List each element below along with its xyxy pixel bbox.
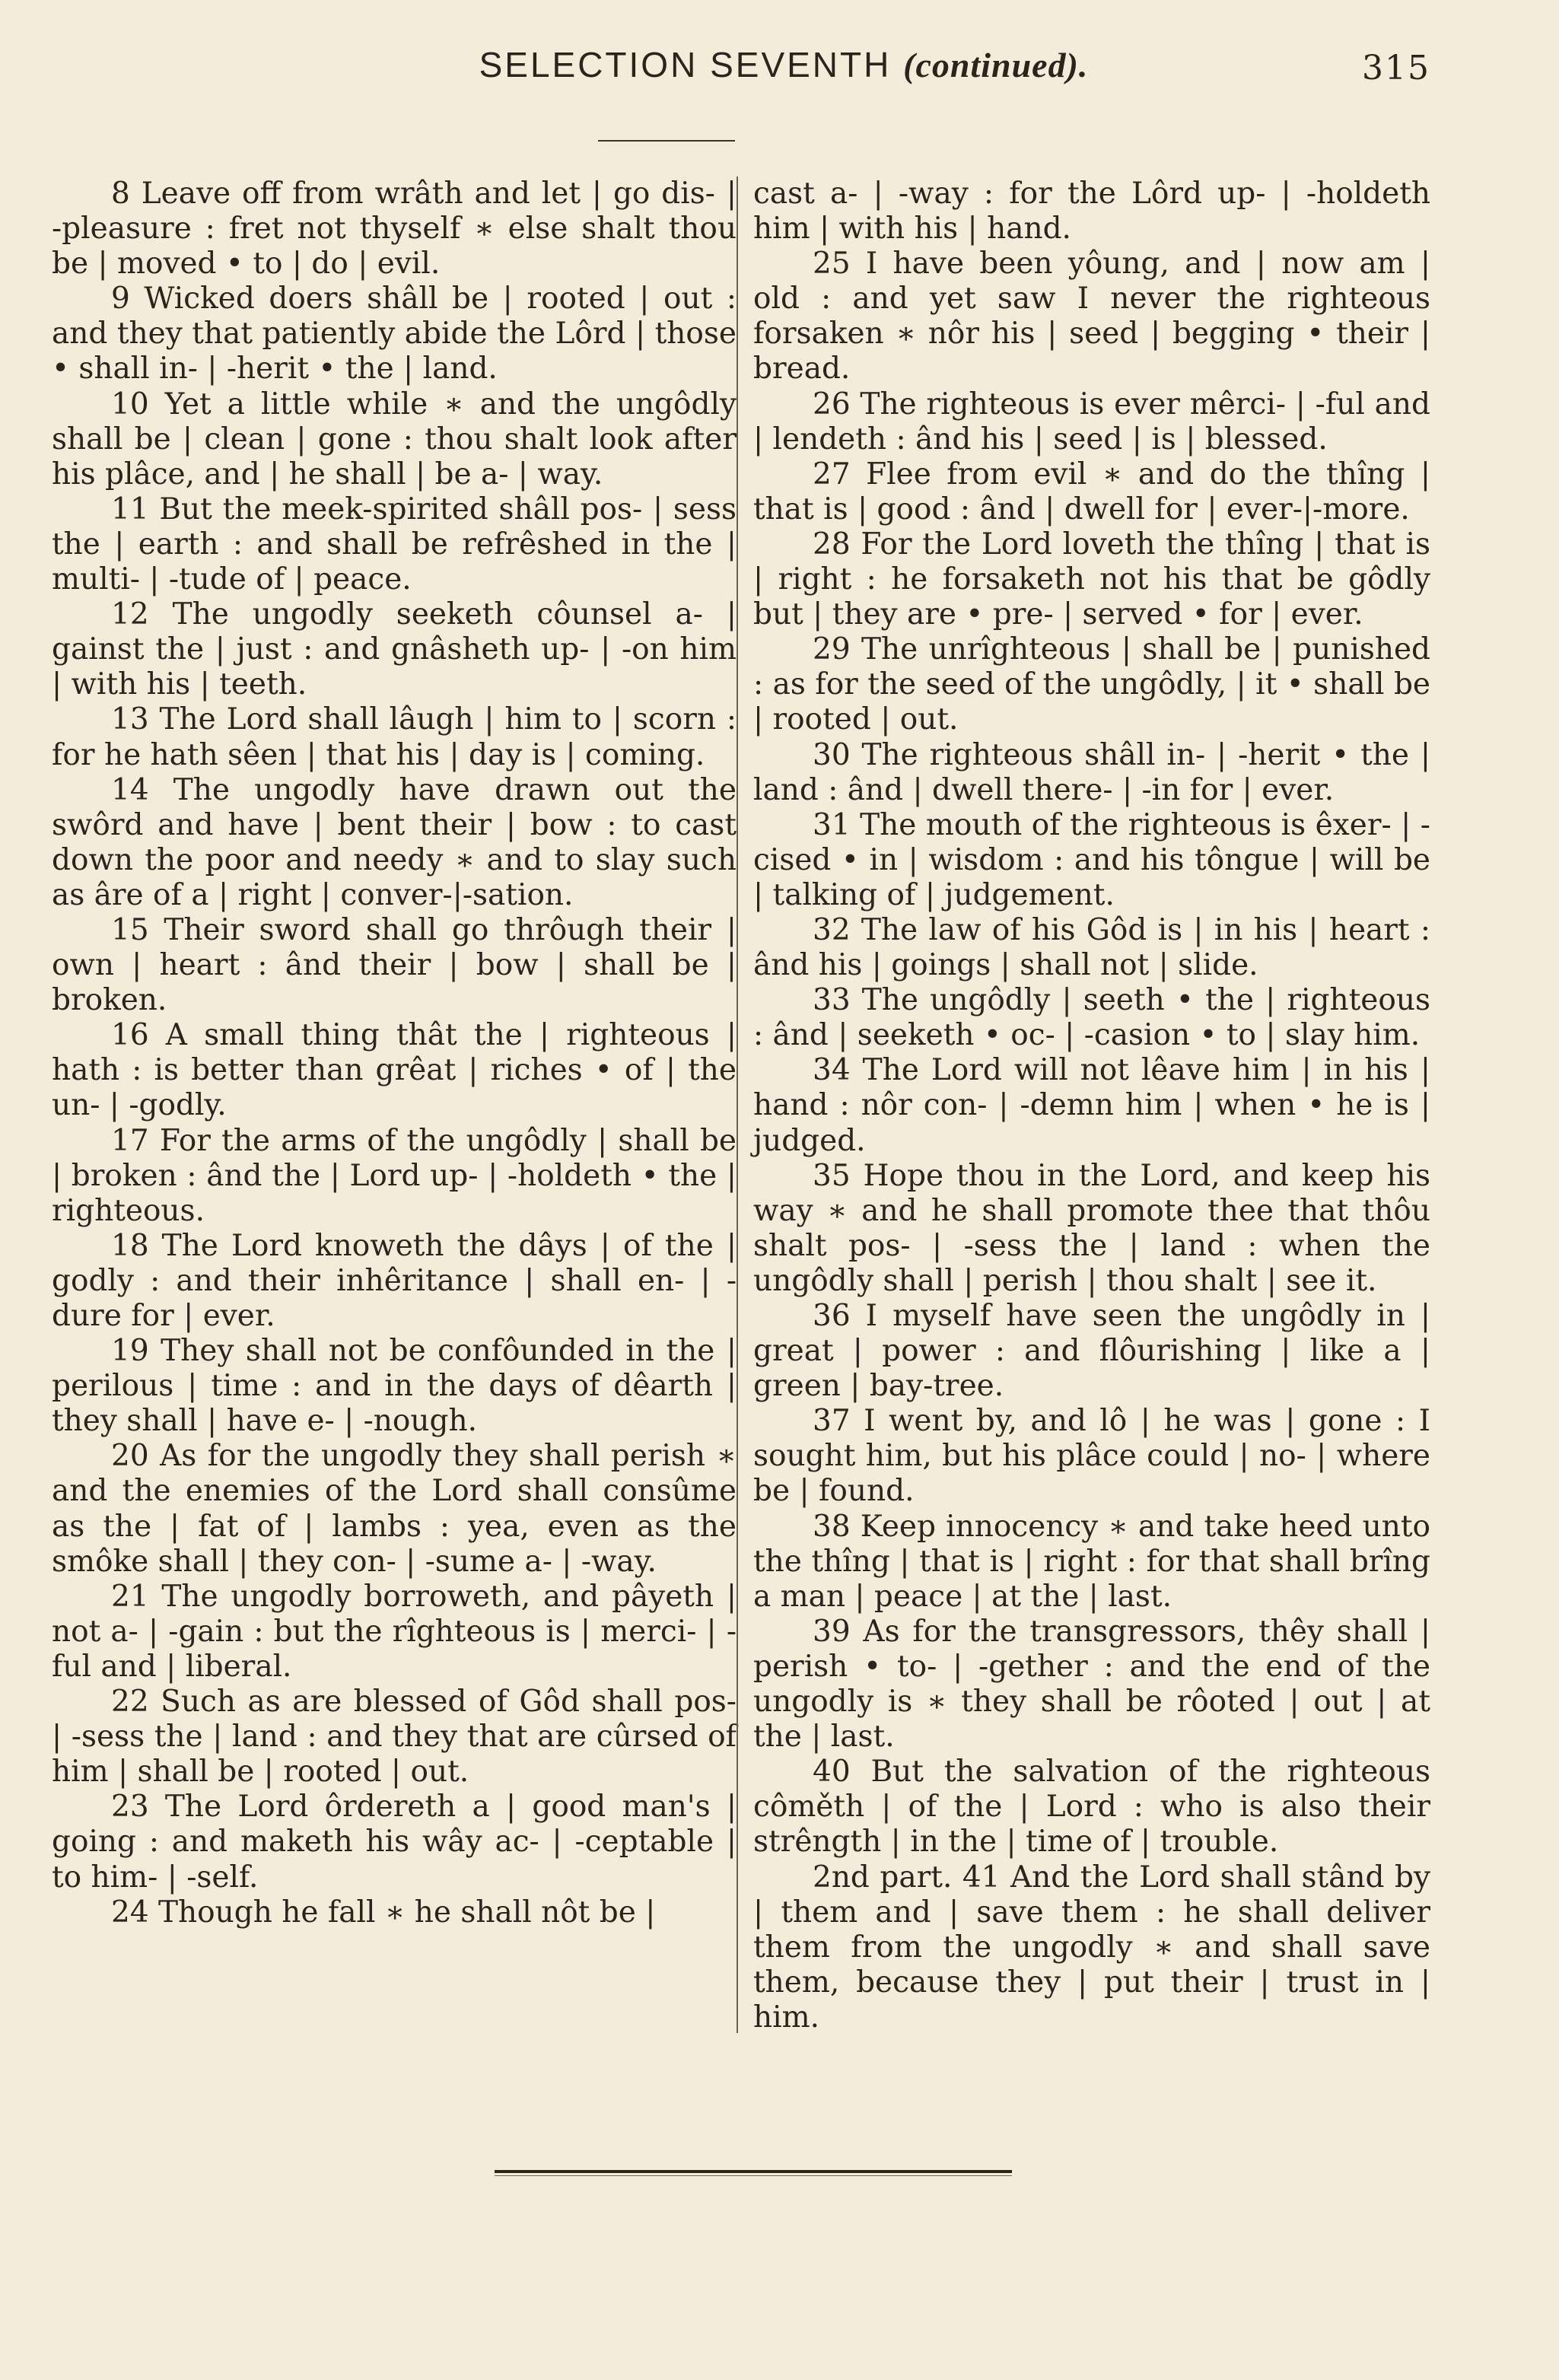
verse: 33 The ungôdly | seeth • the | righteous : ând | seeketh • oc- | -casion • to | slay him. <box>753 983 1430 1053</box>
title-suffix: (continued). <box>903 46 1089 84</box>
verse: 40 But the salvation of the righteous côměth | of the | Lord : who is also their strêngth | in the | time of | trouble. <box>753 1755 1430 1860</box>
running-title <box>365 44 1202 85</box>
verse: 20 As for the ungodly they shall perish ∗ and the enemies of the Lord shall consûme as the | fat of | lambs : yea, even as the smôke shall | they con- | -sume a- | -way. <box>52 1439 737 1579</box>
verse: 25 I have been yôung, and | now am | old : and yet saw I never the righteous forsaken ∗ nôr his | seed | begging • their | bread. <box>753 247 1430 387</box>
verse: 12 The ungodly seeketh côunsel a- | gainst the | just : and gnâsheth up- | -on him | with his | teeth. <box>52 597 737 702</box>
verse: 16 A small thing thât the | righteous | hath : is better than grêat | riches • of | the un- | -godly. <box>52 1018 737 1123</box>
verse: 22 Such as are blessed of Gôd shall pos- | -sess the | land : and they that are cûrsed of him | shall be | rooted | out. <box>52 1685 737 1790</box>
verse: 28 For the Lord loveth the thîng | that is | right : he forsaketh not his that be gôdly but | they are • pre- | served • for | ever. <box>753 527 1430 632</box>
verse-continuation: cast a- | -way : for the Lôrd up- | -holdeth him | with his | hand. <box>753 177 1430 247</box>
left-column <box>52 177 737 1930</box>
header-rule <box>598 140 735 142</box>
column-divider <box>737 177 738 2033</box>
end-rule-thin <box>495 2175 1012 2176</box>
right-column <box>753 177 1430 2035</box>
verse: 27 Flee from evil ∗ and do the thîng | that is | good : ând | dwell for | ever-|-more. <box>753 457 1430 527</box>
verse: 11 But the meek-spirited shâll pos- | sess the | earth : and shall be refrêshed in the | multi- | -tude of | peace. <box>52 492 737 597</box>
verse: 26 The righteous is ever mêrci- | -ful and | lendeth : ând his | seed | is | blessed. <box>753 387 1430 457</box>
verse: 36 I myself have seen the ungôdly in | great | power : and flôurishing | like a | green | bay-tree. <box>753 1299 1430 1404</box>
verse: 8 Leave off from wrâth and let | go dis- | -pleasure : fret not thyself ∗ else shalt thou be | moved • to | do | evil. <box>52 177 737 282</box>
verse: 38 Keep innocency ∗ and take heed unto the thîng | that is | right : for that shall brîng a man | peace | at the | last. <box>753 1509 1430 1614</box>
verse: 19 They shall not be confôunded in the | perilous | time : and in the days of dêarth | they shall | have e- | -nough. <box>52 1334 737 1439</box>
verse: 13 The Lord shall lâugh | him to | scorn : for he hath sêen | that his | day is | coming. <box>52 702 737 772</box>
verse: 9 Wicked doers shâll be | rooted | out : and they that patiently abide the Lôrd | those • shall in- | -herit • the | land. <box>52 282 737 387</box>
verse: 17 For the arms of the ungôdly | shall be | broken : ând the | Lord up- | -holdeth • the | righteous. <box>52 1123 737 1228</box>
verse: 14 The ungodly have drawn out the swôrd and have | bent their | bow : to cast down the poor and needy ∗ and to slay such as âre of a | right | conver-|-sation. <box>52 772 737 912</box>
verse: 18 The Lord knoweth the dâys | of the | godly : and their inhêritance | shall en- | -dure for | ever. <box>52 1228 737 1333</box>
verse: 39 As for the transgressors, thêy shall | perish • to- | -gether : and the end of the ungodly is ∗ they shall be rôoted | out | at the | last. <box>753 1614 1430 1755</box>
verse: 15 Their sword shall go thrôugh their | own | heart : ând their | bow | shall be | broken. <box>52 912 737 1018</box>
verse: 10 Yet a little while ∗ and the ungôdly shall be | clean | gone : thou shalt look after his plâce, and | he shall | be a- | way. <box>52 387 737 492</box>
verse: 37 I went by, and lô | he was | gone : I sought him, but his plâce could | no- | where be | found. <box>753 1404 1430 1509</box>
verse: 30 The righteous shâll in- | -herit • the | land : ând | dwell there- | -in for | ever. <box>753 737 1430 807</box>
verse: 2nd part. 41 And the Lord shall stând by | them and | save them : he shall deliver them from the ungodly ∗ and shall save them, because they | put their | trust in | him. <box>753 1860 1430 2035</box>
verse: 32 The law of his Gôd is | in his | heart : ând his | goings | shall not | slide. <box>753 912 1430 983</box>
verse: 24 Though he fall ∗ he shall nôt be | <box>111 1895 656 1930</box>
verse: 29 The unrîghteous | shall be | punished : as for the seed of the ungôdly, | it • shall be | rooted | out. <box>753 632 1430 737</box>
verse: 23 The Lord ôrdereth a | good man's | going : and maketh his wây ac- | -ceptable | to him- | -self. <box>52 1790 737 1895</box>
verse: 34 The Lord will not lêave him | in his | hand : nôr con- | -demn him | when • he is | judged. <box>753 1053 1430 1158</box>
page-number: 315 <box>1362 49 1430 88</box>
page-header <box>0 44 1559 97</box>
verse: 21 The ungodly borroweth, and pâyeth | not a- | -gain : but the rîghteous is | merci- | -ful and | liberal. <box>52 1579 737 1684</box>
end-rule <box>495 2170 1012 2173</box>
verse: 31 The mouth of the righteous is êxer- | -cised • in | wisdom : and his tôngue | will be | talking of | judgement. <box>753 807 1430 912</box>
verse: 35 Hope thou in the Lord, and keep his way ∗ and he shall promote thee that thôu shalt pos- | -sess the | land : when the ungôdly shall | perish | thou shalt | see it. <box>753 1158 1430 1298</box>
title-text: SELECTION SEVENTH <box>479 45 892 84</box>
